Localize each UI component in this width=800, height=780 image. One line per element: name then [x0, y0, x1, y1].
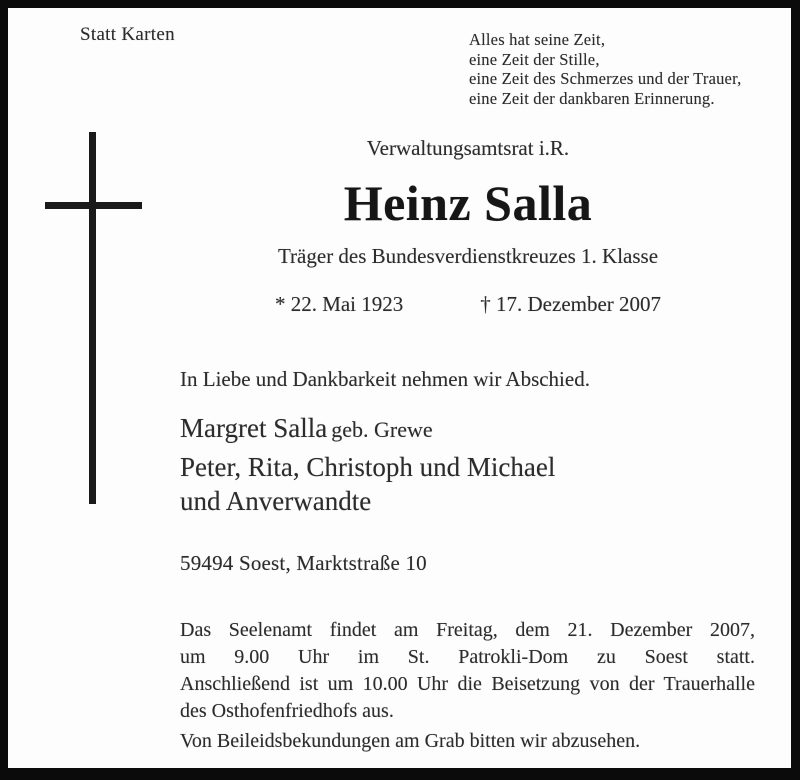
- verse-line: eine Zeit des Schmerzes und der Trauer,: [469, 69, 742, 88]
- profession-title: Verwaltungsamtsrat i.R.: [366, 136, 570, 160]
- condolence-note: Von Beileidsbekundungen am Grab bitten wir abzusehen.: [180, 730, 641, 752]
- service-info-paragraph: [180, 617, 755, 725]
- mourner-children: Peter, Rita, Christoph und Michael: [180, 452, 556, 482]
- verse-line: eine Zeit der dankbaren Erinnerung.: [469, 88, 715, 108]
- cross-horizontal-bar: [45, 202, 142, 209]
- deceased-name: Heinz Salla: [343, 175, 593, 231]
- cross-vertical-bar: [89, 132, 96, 504]
- service-info-line: des Osthofenfriedhofs aus.: [180, 700, 394, 722]
- mourner-widow-maiden-name: geb. Grewe: [331, 417, 433, 442]
- mourner-widow-name: Margret Salla: [180, 413, 328, 443]
- service-info-line: Das Seelenamt findet am Freitag, dem 21. Dezember 2007,: [180, 619, 755, 641]
- mourners-list: [180, 411, 555, 518]
- mourner-widow-line: [180, 411, 555, 450]
- address-line: 59494 Soest, Marktstraße 10: [180, 551, 427, 575]
- service-info-line: um 9.00 Uhr im St. Patrokli-Dom zu Soest statt.: [180, 646, 755, 668]
- life-dates: [180, 292, 756, 317]
- honor-title: Träger des Bundesverdienstkreuzes 1. Klasse: [277, 244, 659, 268]
- verse-line: Alles hat seine Zeit,: [469, 30, 606, 49]
- statt-karten-label: Statt Karten: [80, 24, 175, 45]
- birth-date: * 22. Mai 1923: [274, 292, 404, 316]
- epigraph-verse: [469, 30, 741, 108]
- service-info-line: Anschließend ist um 10.00 Uhr die Beisetzung von der Trauerhalle: [180, 673, 755, 695]
- death-date: † 17. Dezember 2007: [480, 292, 662, 316]
- farewell-line: In Liebe und Dankbarkeit nehmen wir Abschied.: [180, 367, 590, 391]
- memorial-cross-icon: [45, 132, 142, 504]
- mourner-relatives: und Anverwandte: [180, 486, 372, 516]
- verse-line: eine Zeit der Stille,: [469, 49, 600, 69]
